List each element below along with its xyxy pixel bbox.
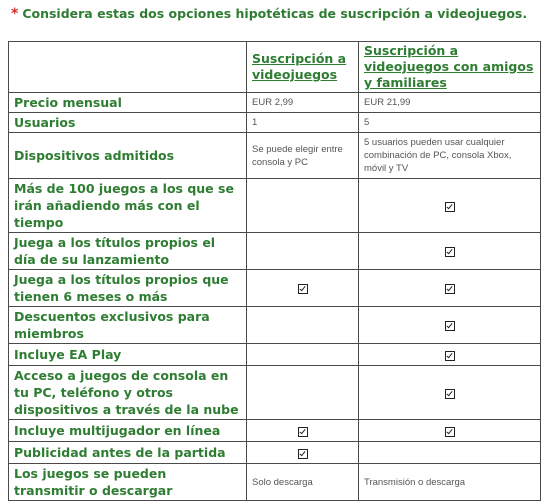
- header-plan-family: Suscripción a videojuegos con amigos y familiares: [359, 42, 541, 93]
- checked-box-icon: [298, 427, 308, 437]
- table-row: [9, 366, 541, 420]
- row-label-six-months: Juega a los títulos propios que tienen 6 meses o más: [9, 270, 247, 307]
- discounts-family: [359, 307, 541, 344]
- row-label-users: Usuarios: [9, 113, 247, 133]
- table-row: [9, 93, 541, 113]
- header-empty-cell: [9, 42, 247, 93]
- table-row: [9, 133, 541, 179]
- table-row: [9, 420, 541, 442]
- games-library-basic: [247, 179, 359, 233]
- checked-box-icon: [445, 321, 455, 331]
- games-library-family: [359, 179, 541, 233]
- row-label-devices: Dispositivos admitidos: [9, 133, 247, 179]
- checked-box-icon: [445, 202, 455, 212]
- users-family: 5: [359, 113, 541, 133]
- table-row: [9, 464, 541, 501]
- checked-box-icon: [298, 284, 308, 294]
- cloud-family: [359, 366, 541, 420]
- multiplayer-family: [359, 420, 541, 442]
- row-label-discounts: Descuentos exclusivos para miembros: [9, 307, 247, 344]
- users-basic: 1: [247, 113, 359, 133]
- comparison-table: [8, 41, 541, 501]
- row-label-ea-play: Incluye EA Play: [9, 344, 247, 366]
- devices-family: 5 usuarios pueden usar cualquier combinación de PC, consola Xbox, móvil y TV: [359, 133, 541, 179]
- table-row: [9, 233, 541, 270]
- ads-basic: [247, 442, 359, 464]
- header-plan-basic: Suscripción a videojuegos: [247, 42, 359, 93]
- ea-play-basic: [247, 344, 359, 366]
- day-one-basic: [247, 233, 359, 270]
- checked-box-icon: [445, 247, 455, 257]
- ea-play-family: [359, 344, 541, 366]
- checked-box-icon: [445, 427, 455, 437]
- multiplayer-basic: [247, 420, 359, 442]
- row-label-price: Precio mensual: [9, 93, 247, 113]
- table-row: [9, 344, 541, 366]
- six-months-basic: [247, 270, 359, 307]
- stream-download-basic: Solo descarga: [247, 464, 359, 501]
- checked-box-icon: [445, 389, 455, 399]
- discounts-basic: [247, 307, 359, 344]
- row-label-multiplayer: Incluye multijugador en línea: [9, 420, 247, 442]
- day-one-family: [359, 233, 541, 270]
- ads-family: [359, 442, 541, 464]
- six-months-family: [359, 270, 541, 307]
- row-label-day-one: Juega a los títulos propios el día de su lanzamiento: [9, 233, 247, 270]
- table-row: [9, 442, 541, 464]
- table-row: [9, 307, 541, 344]
- checked-box-icon: [445, 351, 455, 361]
- devices-basic: Se puede elegir entre consola y PC: [247, 133, 359, 179]
- row-label-games-library: Más de 100 juegos a los que se irán añadiendo más con el tiempo: [9, 179, 247, 233]
- question-title: [11, 6, 527, 22]
- price-basic: EUR 2,99: [247, 93, 359, 113]
- row-label-cloud: Acceso a juegos de consola en tu PC, teléfono y otros dispositivos a través de la nube: [9, 366, 247, 420]
- price-family: EUR 21,99: [359, 93, 541, 113]
- required-asterisk: *: [11, 6, 19, 22]
- question-text: Considera estas dos opciones hipotéticas de suscripción a videojuegos.: [22, 6, 528, 21]
- cloud-basic: [247, 366, 359, 420]
- row-label-stream-download: Los juegos se pueden transmitir o descargar: [9, 464, 247, 501]
- stream-download-family: Transmisión o descarga: [359, 464, 541, 501]
- checked-box-icon: [298, 449, 308, 459]
- table-row: [9, 113, 541, 133]
- table-row: [9, 270, 541, 307]
- checked-box-icon: [445, 284, 455, 294]
- table-row: [9, 179, 541, 233]
- table-header-row: [9, 42, 541, 93]
- row-label-ads: Publicidad antes de la partida: [9, 442, 247, 464]
